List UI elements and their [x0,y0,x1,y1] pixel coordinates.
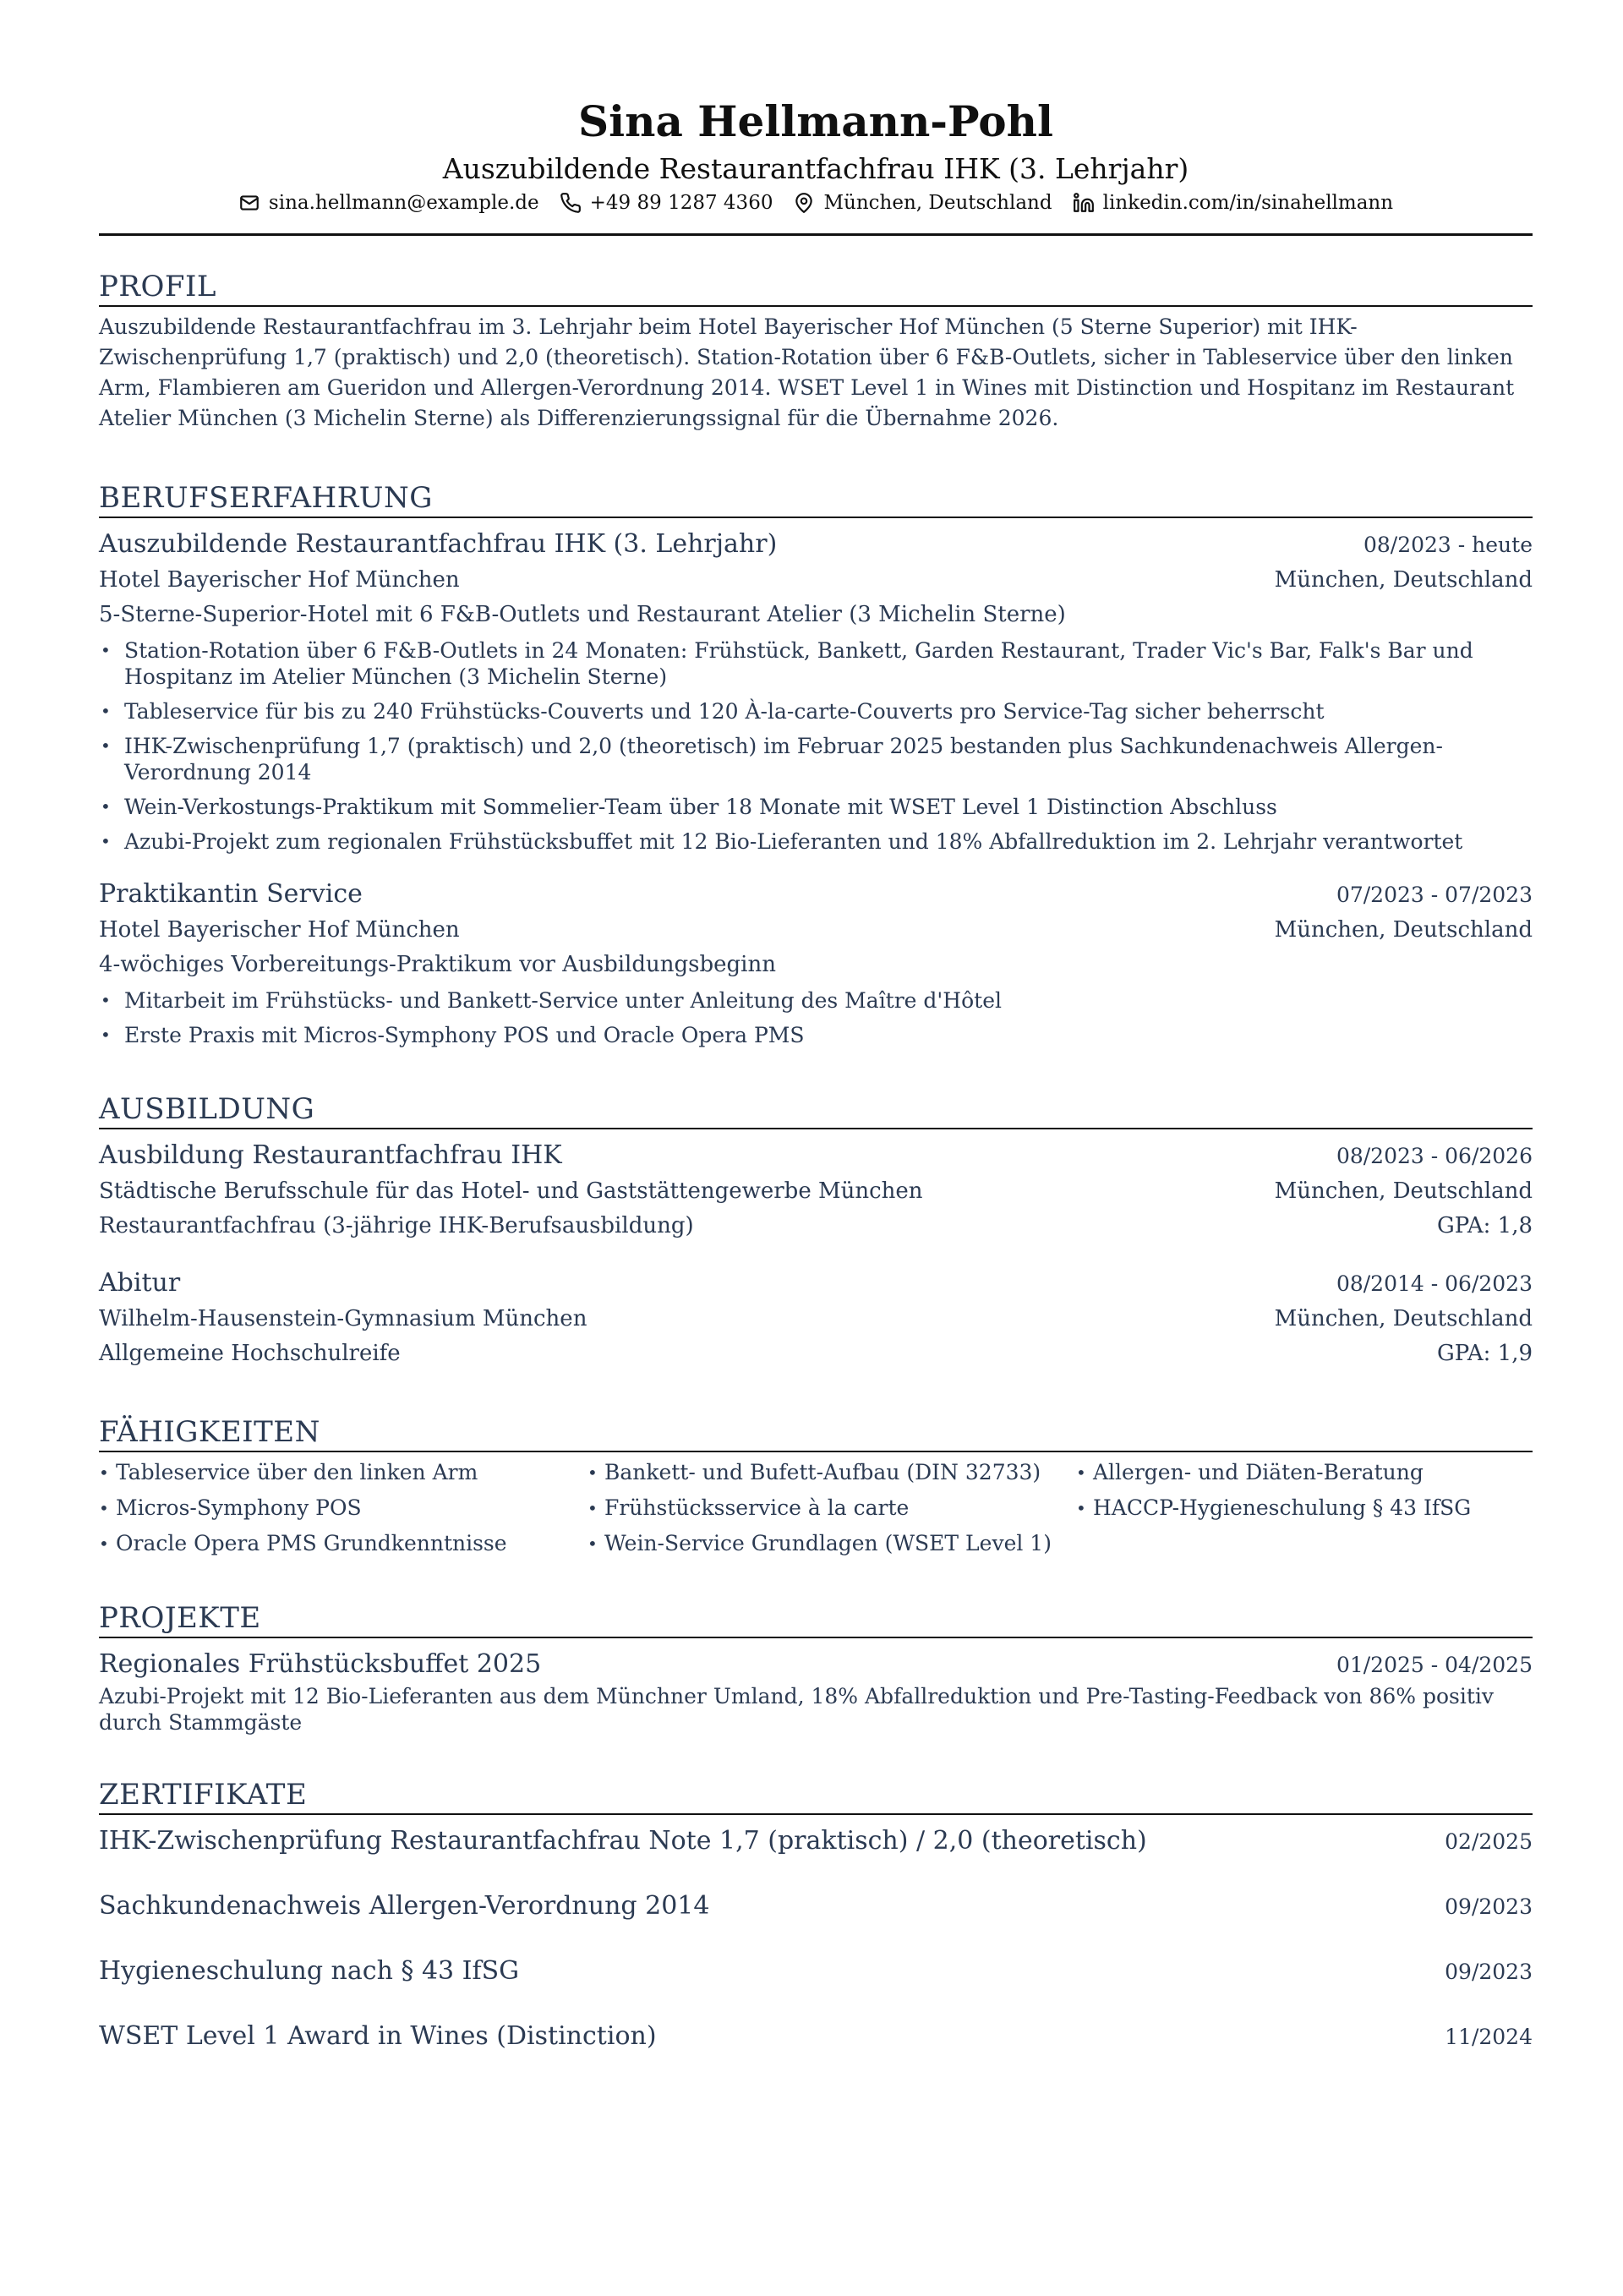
bullet-item: • IHK-Zwischenprüfung 1,7 (praktisch) und 2,0 (theoretisch) im Februar 2025 bestanden plus Sachkundenachweis Allergen-Verordnung 2014 [99,733,1533,785]
location-pin-icon [793,192,815,214]
project-dates: 01/2025 - 04/2025 [1336,1653,1533,1677]
experience-description: 4-wöchiges Vorbereitungs-Praktikum vor Ausbildungsbeginn [99,952,776,977]
section-profil [99,270,1533,434]
phone-icon [560,192,582,214]
certificate-name: Hygieneschulung nach § 43 IfSG [99,1956,520,1986]
certificate-item [99,1889,1533,1925]
experience-bullets [99,987,1533,1048]
education-location: München, Deutschland [1274,1178,1533,1204]
certificate-name: WSET Level 1 Award in Wines (Distinction) [99,2021,657,2051]
experience-location: München, Deutschland [1274,567,1533,593]
education-location: München, Deutschland [1274,1306,1533,1331]
contact-phone[interactable] [560,189,773,216]
education-gpa: GPA: 1,8 [1436,1213,1533,1238]
bullet-item: • Wein-Verkostungs-Praktikum mit Sommelier-Team über 18 Monate mit WSET Level 1 Distinction Abschluss [99,794,1533,820]
bullet-item: • Azubi-Projekt zum regionalen Frühstücksbuffet mit 12 Bio-Lieferanten und 18% Abfallreduktion im 2. Lehrjahr verantwortet [99,828,1533,855]
certificate-date: 11/2024 [1445,2025,1533,2049]
section-education [99,1092,1533,1371]
education-dates: 08/2014 - 06/2023 [1336,1271,1533,1296]
education-degree: Ausbildung Restaurantfachfrau IHK [99,1140,562,1170]
experience-bullets [99,637,1533,855]
contact-bar [99,189,1533,216]
experience-company: Hotel Bayerischer Hof München [99,567,460,593]
section-certificates [99,1778,1533,2055]
section-title-certificates: ZERTIFIKATE [99,1778,1533,1815]
education-entry [99,1138,1533,1244]
certificate-date: 09/2023 [1445,1960,1533,1984]
certificate-date: 09/2023 [1445,1894,1533,1919]
experience-role: Auszubildende Restaurantfachfrau IHK (3. Lehrjahr) [99,529,778,559]
education-school: Wilhelm-Hausenstein-Gymnasium München [99,1306,587,1331]
candidate-headline: Auszubildende Restaurantfachfrau IHK (3. Lehrjahr) [442,152,1189,185]
profil-text: Auszubildende Restaurantfachfrau im 3. Lehrjahr beim Hotel Bayerischer Hof München (5 Sterne Superior) mit IHK-Zwischenprüfung 1,7 (praktisch) und 2,0 (theoretisch). Station-Rotation über 6 F&B-Outlets, sicher in Tableservice über den linken Arm, Flambieren am Gueridon und Allergen-Verordnung 2014. WSET Level 1 in Wines mit Distinction und Hospitanz im Restaurant Atelier München (3 Michelin Sterne) als Differenzierungssignal für die Übernahme 2026. [99,314,1515,430]
phone-text: +49 89 1287 4360 [589,192,773,214]
mail-icon [238,192,260,214]
education-detail: Allgemeine Hochschulreife [99,1341,401,1366]
linkedin-icon [1073,192,1095,214]
bullet-item: • Tableservice für bis zu 240 Frühstücks-Couverts und 120 À-la-carte-Couverts pro Service-Tag sicher beherrscht [99,698,1533,724]
education-dates: 08/2023 - 06/2026 [1336,1144,1533,1168]
education-gpa: GPA: 1,9 [1436,1341,1533,1366]
education-entry [99,1266,1533,1371]
contact-linkedin[interactable] [1073,189,1393,216]
skill-item: • Allergen- und Diäten-Beratung [1076,1457,1533,1488]
certificate-item [99,1954,1533,1990]
skill-item: • Wein-Service Grundlagen (WSET Level 1) [587,1528,1076,1559]
section-skills [99,1415,1533,1559]
certificate-name: IHK-Zwischenprüfung Restaurantfachfrau Note 1,7 (praktisch) / 2,0 (theoretisch) [99,1826,1147,1856]
resume-header [99,95,1533,236]
experience-role: Praktikantin Service [99,879,363,909]
section-title-experience: BERUFSERFAHRUNG [99,481,1533,518]
resume-content [99,95,1533,2055]
section-title-profil: PROFIL [99,270,1533,307]
bullet-item: • Station-Rotation über 6 F&B-Outlets in 24 Monaten: Frühstück, Bankett, Garden Restaurant, Trader Vic's Bar, Falk's Bar und Hospitanz im Atelier München (3 Michelin Sterne) [99,637,1533,690]
certificate-name: Sachkundenachweis Allergen-Verordnung 2014 [99,1891,710,1921]
education-detail: Restaurantfachfrau (3-jährige IHK-Berufsausbildung) [99,1213,694,1238]
certificate-item [99,1823,1533,1860]
experience-entry [99,527,1533,855]
section-title-projects: PROJEKTE [99,1601,1533,1638]
skill-item: • Bankett- und Bufett-Aufbau (DIN 32733) [587,1457,1076,1488]
bullet-item: • Erste Praxis mit Micros-Symphony POS und Oracle Opera PMS [99,1022,1533,1048]
project-entry [99,1647,1533,1736]
section-title-skills: FÄHIGKEITEN [99,1415,1533,1452]
section-title-education: AUSBILDUNG [99,1092,1533,1129]
project-description: Azubi-Projekt mit 12 Bio-Lieferanten aus dem Münchner Umland, 18% Abfallreduktion und Pre-Tasting-Feedback von 86% positiv durch Stammgäste [99,1684,1495,1735]
skill-item: • Micros-Symphony POS [99,1493,587,1523]
linkedin-text: linkedin.com/in/sinahellmann [1102,192,1394,214]
section-experience [99,481,1533,1048]
certificate-date: 02/2025 [1445,1829,1533,1854]
skill-item: • Oracle Opera PMS Grundkenntnisse [99,1528,587,1559]
section-projects [99,1601,1533,1736]
experience-dates: 08/2023 - heute [1363,533,1533,557]
experience-description: 5-Sterne-Superior-Hotel mit 6 F&B-Outlets und Restaurant Atelier (3 Michelin Sterne) [99,602,1066,627]
experience-dates: 07/2023 - 07/2023 [1336,883,1533,907]
skill-item: • Frühstücksservice à la carte [587,1493,1076,1523]
bullet-item: • Mitarbeit im Frühstücks- und Bankett-Service unter Anleitung des Maître d'Hôtel [99,987,1533,1014]
skill-item: • HACCP-Hygieneschulung § 43 IfSG [1076,1493,1533,1523]
certificate-item [99,2019,1533,2055]
location-text: München, Deutschland [823,192,1052,214]
header-divider [99,233,1533,236]
education-school: Städtische Berufsschule für das Hotel- und Gaststättengewerbe München [99,1178,923,1204]
contact-email[interactable] [238,189,539,216]
experience-location: München, Deutschland [1274,917,1533,943]
email-text: sina.hellmann@example.de [268,192,539,214]
contact-location [793,189,1052,216]
experience-company: Hotel Bayerischer Hof München [99,917,460,943]
experience-entry [99,877,1533,1048]
candidate-name: Sina Hellmann-Pohl [577,96,1053,146]
education-degree: Abitur [99,1268,181,1298]
skill-item: • Tableservice über den linken Arm [99,1457,587,1488]
project-name: Regionales Frühstücksbuffet 2025 [99,1649,542,1679]
skills-grid [99,1457,1533,1559]
